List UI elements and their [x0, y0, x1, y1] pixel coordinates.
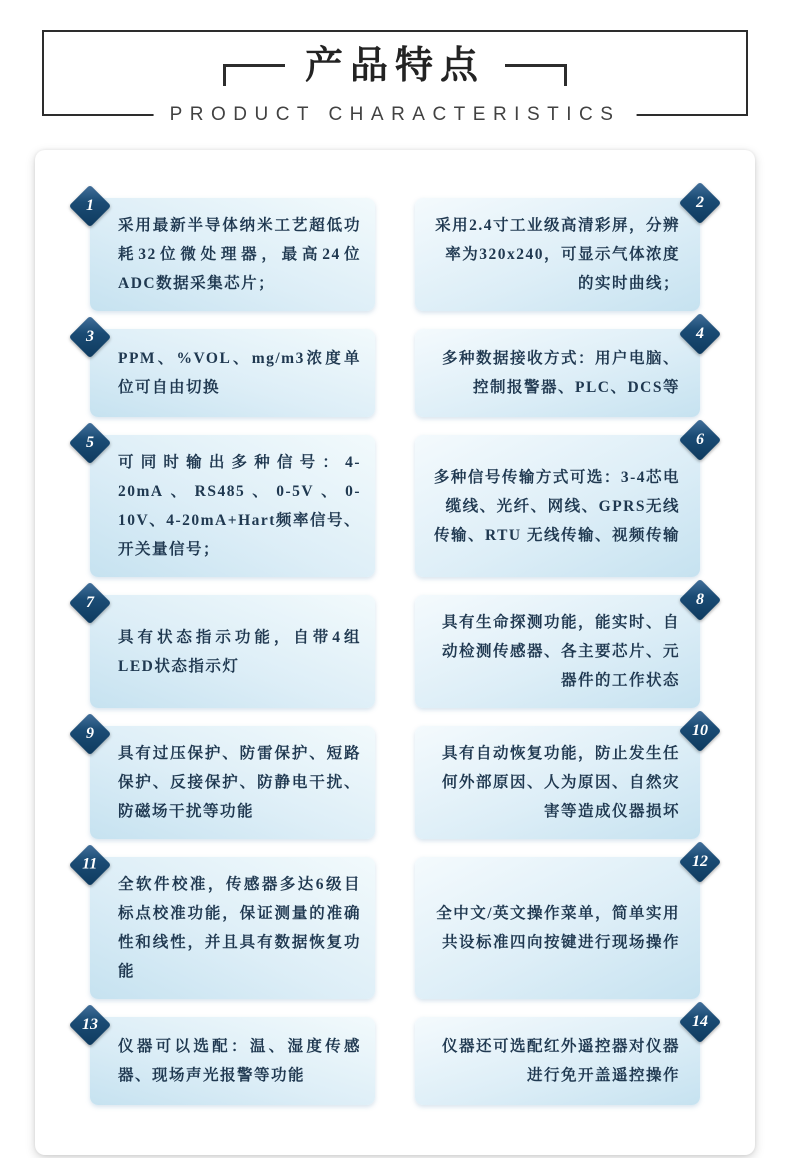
feature-number: 13: [82, 1016, 98, 1033]
feature-card-12: [415, 853, 708, 999]
feature-card-2: [415, 194, 704, 311]
feature-row: [86, 325, 704, 417]
feature-number: 1: [86, 197, 94, 214]
feature-card-4: [415, 325, 704, 417]
feature-number-badge: [69, 422, 111, 464]
feature-number: 9: [86, 725, 94, 742]
feature-text: 具有状态指示功能，自带4组LED状态指示灯: [118, 628, 361, 675]
feature-text: 具有自动恢复功能，防止发生任何外部原因、人为原因、自然灾害等造成仪器损坏: [441, 745, 680, 820]
feature-card-5: [86, 434, 375, 577]
feature-number-badge: [679, 579, 721, 621]
feature-number-badge: [679, 841, 721, 883]
feature-text: 全软件校准，传感器多达6级目标点校准功能，保证测量的准确性和线性，并且具有数据恢复功能: [118, 876, 361, 980]
left-corner-bracket: [223, 64, 285, 86]
feature-text: 具有生命探测功能，能实时、自动检测传感器、各主要芯片、元器件的工作状态: [441, 614, 680, 689]
feature-number-badge: [69, 713, 111, 755]
feature-text: 全中文/英文操作菜单，简单实用共设标准四向按键进行现场操作: [436, 905, 680, 951]
feature-text: 采用最新半导体纳米工艺超低功耗32位微处理器，最高24位ADC数据采集芯片；: [118, 217, 361, 292]
feature-row: [86, 722, 708, 839]
feature-card-13: [82, 1016, 375, 1105]
feature-number: 3: [86, 328, 94, 345]
feature-number: 2: [696, 194, 704, 211]
feature-text: 多种信号传输方式可选：3-4芯电缆线、光纤、网线、GPRS无线传输、RTU 无线传输、视频传输: [433, 468, 680, 544]
right-corner-bracket: [505, 64, 567, 86]
feature-card-14: [415, 1013, 708, 1105]
feature-text: 多种数据接收方式：用户电脑、控制报警器、PLC、DCS等: [441, 350, 680, 396]
feature-card-9: [86, 725, 375, 839]
feature-text: 可同时输出多种信号：4-20mA、RS485、0-5V、0-10V、4-20mA+Hart频率信号、开关量信号；: [118, 454, 361, 558]
feature-number: 4: [696, 325, 704, 342]
feature-row: [82, 1013, 708, 1105]
feature-text: 具有过压保护、防雷保护、短路保护、反接保护、防静电干扰、防磁场干扰等功能: [118, 745, 361, 820]
feature-number: 7: [86, 594, 94, 611]
feature-number-badge: [679, 419, 721, 461]
feature-card-8: [415, 591, 704, 708]
feature-text: 仪器可以选配：温、湿度传感器、现场声光报警等功能: [118, 1038, 361, 1084]
feature-row: [86, 431, 704, 577]
feature-row: [86, 591, 704, 708]
feature-number: 10: [692, 722, 708, 739]
feature-card-11: [82, 856, 375, 999]
feature-card-3: [86, 328, 375, 417]
feature-text: 采用2.4寸工业级高清彩屏，分辨率为320x240，可显示气体浓度的实时曲线；: [435, 217, 680, 292]
feature-card-7: [86, 594, 375, 708]
feature-number-badge: [69, 1004, 111, 1046]
header-box: [42, 30, 748, 125]
feature-number-badge: [679, 182, 721, 224]
feature-number: 5: [86, 434, 94, 451]
page-subtitle: PRODUCT CHARACTERISTICS: [154, 104, 637, 126]
feature-number: 6: [696, 431, 704, 448]
feature-number-badge: [679, 1001, 721, 1043]
feature-number-badge: [679, 313, 721, 355]
feature-number: 14: [692, 1013, 708, 1030]
header-title-row: [44, 32, 746, 86]
feature-number-badge: [69, 316, 111, 358]
feature-card-1: [86, 197, 375, 311]
feature-number-badge: [69, 185, 111, 227]
page-title: 产品特点: [304, 45, 485, 87]
feature-number: 12: [692, 853, 708, 870]
feature-number-badge: [679, 710, 721, 752]
feature-card-10: [415, 722, 708, 839]
features-panel: [35, 150, 755, 1155]
feature-row: [82, 853, 708, 999]
feature-number: 8: [696, 591, 704, 608]
feature-number-badge: [69, 582, 111, 624]
feature-card-6: [415, 431, 704, 577]
feature-text: 仪器还可选配红外遥控器对仪器进行免开盖遥控操作: [441, 1038, 680, 1084]
feature-number-badge: [69, 844, 111, 886]
feature-row: [86, 194, 704, 311]
feature-text: PPM、%VOL、mg/m3浓度单位可自由切换: [118, 350, 361, 396]
feature-number: 11: [82, 856, 98, 873]
